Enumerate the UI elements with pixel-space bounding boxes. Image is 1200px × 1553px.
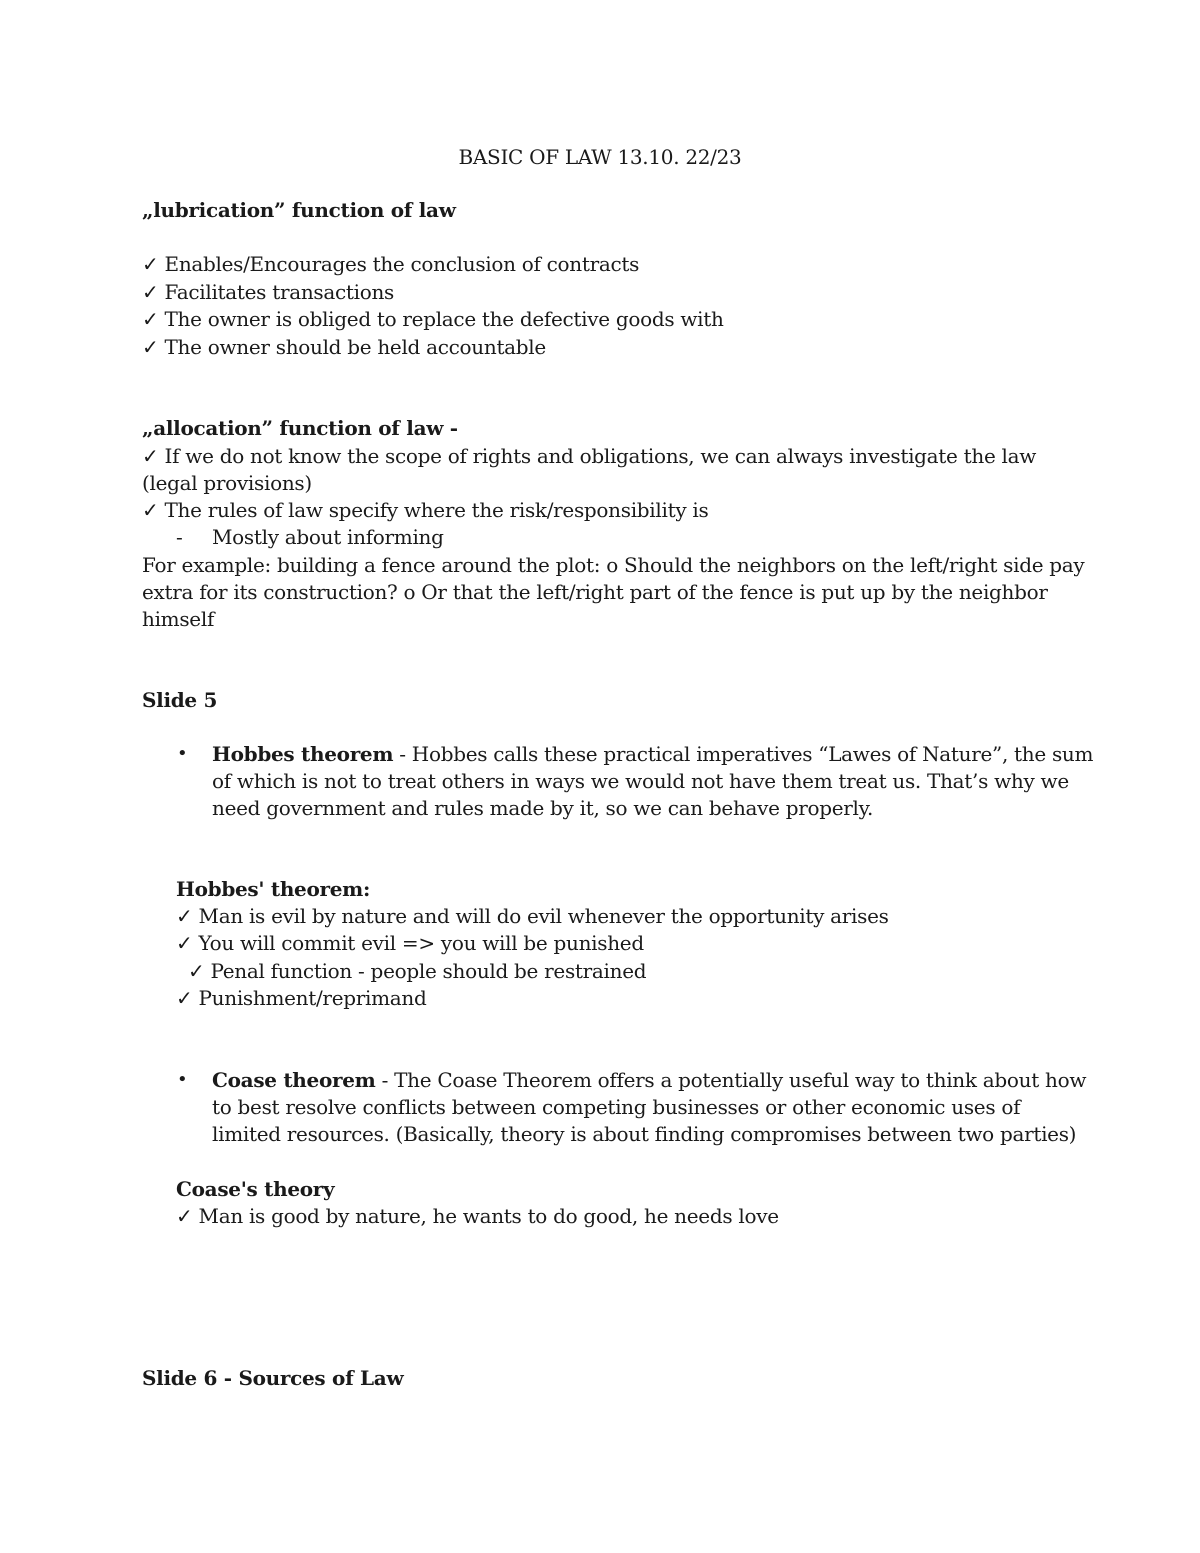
hobbes-detail-item: ✓ Penal function - people should be restrained: [188, 959, 647, 983]
hobbes-detail-heading: Hobbes' theorem:: [176, 877, 371, 901]
coase-detail-heading: Coase's theory: [176, 1177, 335, 1201]
document-title: BASIC OF LAW 13.10. 22/23: [458, 145, 742, 169]
example-text: For example: building a fence around the plot: o Should the neighbors on the left/right side pay: [142, 553, 1085, 577]
allocation-heading: „allocation” function of law -: [142, 416, 458, 440]
hobbes-description: need government and rules made by it, so we can behave properly.: [212, 796, 874, 820]
example-text: himself: [142, 607, 215, 631]
hobbes-detail-item: ✓ You will commit evil => you will be punished: [176, 931, 644, 955]
hobbes-theorem-line: [212, 741, 1093, 768]
lubrication-item: ✓ The owner is obliged to replace the defective goods with: [142, 307, 724, 331]
coase-description: - The Coase Theorem offers a potentially useful way to think about how: [375, 1068, 1087, 1092]
example-text: extra for its construction? o Or that the left/right part of the fence is put up by the neighbor: [142, 580, 1048, 604]
hobbes-description: - Hobbes calls these practical imperatives “Lawes of Nature”, the sum: [393, 742, 1094, 766]
hobbes-term: Hobbes theorem: [212, 742, 394, 766]
lubrication-item: ✓ Enables/Encourages the conclusion of contracts: [142, 252, 640, 276]
allocation-item: ✓ If we do not know the scope of rights and obligations, we can always investigate the law: [142, 444, 1037, 468]
lubrication-heading: „lubrication” function of law: [142, 198, 456, 222]
allocation-item: ✓ The rules of law specify where the risk/responsibility is: [142, 498, 709, 522]
lubrication-item: ✓ Facilitates transactions: [142, 280, 395, 304]
hobbes-detail-item: ✓ Punishment/reprimand: [176, 986, 427, 1010]
bullet-icon: •: [177, 743, 188, 764]
hobbes-description: of which is not to treat others in ways we would not have them treat us. That’s why we: [212, 769, 1069, 793]
coase-description: limited resources. (Basically, theory is about finding compromises between two parties): [212, 1122, 1077, 1146]
slide6-heading: Slide 6 - Sources of Law: [142, 1366, 404, 1390]
hobbes-detail-item: ✓ Man is evil by nature and will do evil whenever the opportunity arises: [176, 904, 889, 928]
coase-term: Coase theorem: [212, 1068, 376, 1092]
coase-detail-item: ✓ Man is good by nature, he wants to do good, he needs love: [176, 1204, 779, 1228]
sub-item-dash: -: [176, 525, 183, 549]
coase-theorem-line: [212, 1067, 1086, 1094]
lubrication-item: ✓ The owner should be held accountable: [142, 335, 546, 359]
slide5-heading: Slide 5: [142, 688, 218, 712]
coase-description: to best resolve conflicts between competing businesses or other economic uses of: [212, 1095, 1021, 1119]
allocation-item-continuation: (legal provisions): [142, 471, 312, 495]
allocation-sub-item: Mostly about informing: [212, 525, 444, 549]
bullet-icon: •: [177, 1069, 188, 1090]
